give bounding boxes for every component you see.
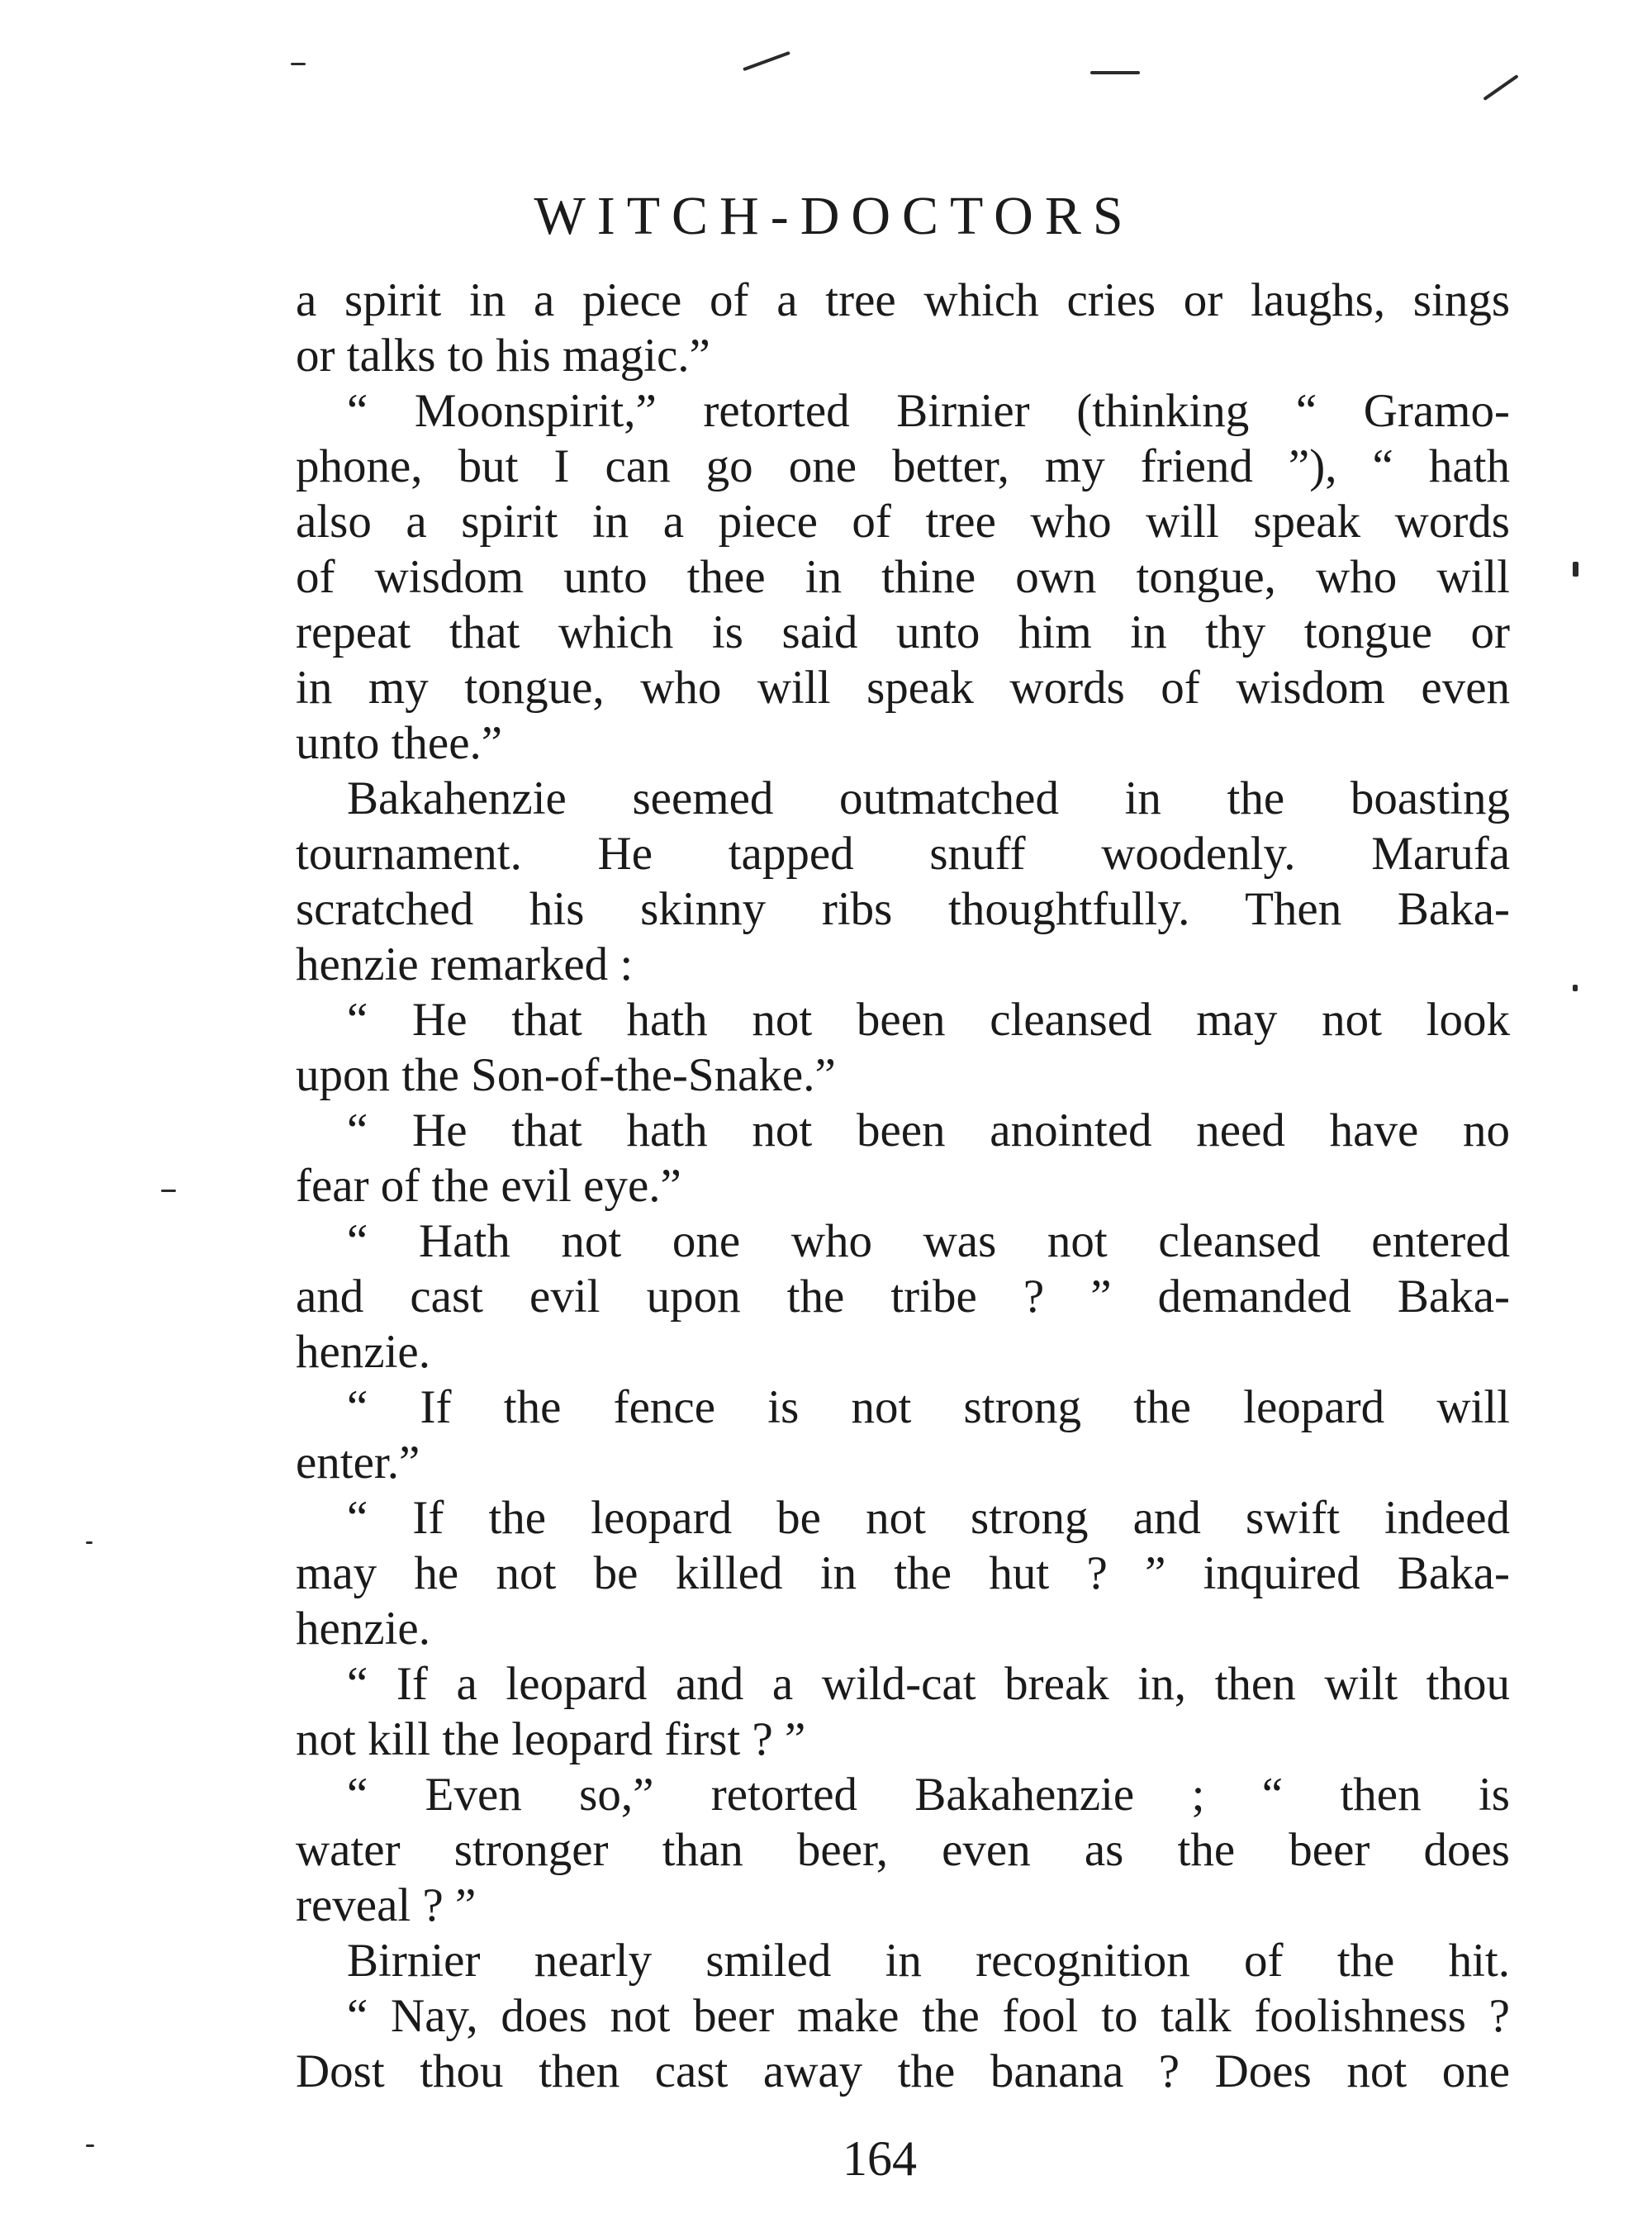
text-line: water stronger than beer, even as the beer does [296, 1824, 1510, 1876]
text-line: henzie remarked : [296, 938, 634, 990]
text-line: “ Moonspirit,” retorted Birnier (thinking “ Gramo- [347, 385, 1510, 437]
page-number: 164 [843, 2131, 917, 2186]
text-line: “ Even so,” retorted Bakahenzie ; “ then is [347, 1769, 1510, 1821]
scan-speck [1573, 985, 1578, 991]
text-line: enter.” [296, 1437, 420, 1489]
body-text [296, 273, 1510, 2099]
text-line: tournament. He tapped snuff woodenly. Marufa [296, 828, 1510, 880]
text-line: or talks to his magic.” [296, 330, 710, 382]
text-line: not kill the leopard first ? ” [296, 1713, 806, 1765]
scan-speck [1483, 74, 1518, 101]
text-line: and cast evil upon the tribe ? ” demanded Baka- [296, 1270, 1510, 1323]
text-line: may he not be killed in the hut ? ” inquired Baka- [296, 1547, 1510, 1599]
text-line: henzie. [296, 1603, 430, 1655]
text-line: phone, but I can go one better, my friend ”), “ hath [296, 440, 1510, 492]
text-line: “ He that hath not been anointed need have no [347, 1104, 1510, 1156]
text-line: Birnier nearly smiled in recognition of the hit. [347, 1935, 1510, 1987]
text-line: reveal ? ” [296, 1879, 477, 1931]
scan-speck [1090, 71, 1140, 74]
scan-speck [86, 1541, 93, 1544]
running-head: WITCH-DOCTORS [534, 186, 1135, 246]
text-line: “ If a leopard and a wild-cat break in, then wilt thou [347, 1658, 1510, 1710]
text-line: “ If the leopard be not strong and swift indeed [347, 1492, 1510, 1544]
scan-speck [291, 63, 306, 65]
text-line: repeat that which is said unto him in thy tongue or [296, 606, 1510, 658]
text-line: Dost thou then cast away the banana ? Does not one [296, 2045, 1510, 2097]
text-line: “ Hath not one who was not cleansed entered [347, 1215, 1510, 1267]
text-line: scratched his skinny ribs thoughtfully. Then Baka- [296, 883, 1510, 935]
scan-speck [161, 1190, 176, 1192]
scan-speck [1573, 562, 1578, 577]
text-line: a spirit in a piece of a tree which cries or laughs, sings [296, 274, 1510, 326]
text-line: upon the Son-of-the-Snake.” [296, 1049, 836, 1101]
text-line: of wisdom unto thee in thine own tongue, who will [296, 551, 1510, 603]
text-line: “ Nay, does not beer make the fool to talk foolishness ? [347, 1990, 1510, 2042]
text-line: unto thee.” [296, 717, 503, 769]
text-line: “ If the fence is not strong the leopard will [347, 1381, 1510, 1433]
text-line: fear of the evil eye.” [296, 1160, 681, 1212]
text-line: henzie. [296, 1326, 430, 1378]
text-line: Bakahenzie seemed outmatched in the boasting [347, 772, 1510, 824]
text-line: also a spirit in a piece of tree who will speak words [296, 496, 1510, 548]
scan-speck [743, 51, 790, 71]
text-line: “ He that hath not been cleansed may not look [347, 994, 1510, 1046]
text-line: in my tongue, who will speak words of wisdom even [296, 662, 1510, 714]
